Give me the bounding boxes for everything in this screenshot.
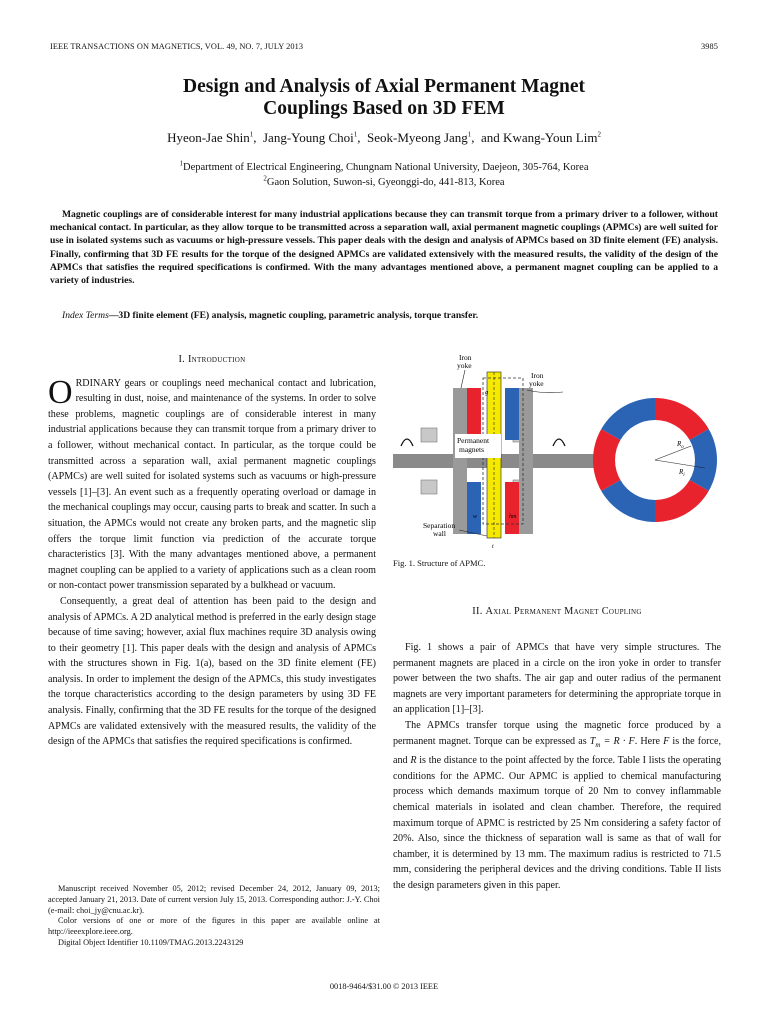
section-1-paragraph-2: Consequently, a great deal of attention has been paid to the design and analysis of APMCs. A 2D analytical method is preferred in the early design stage because of time saving; however, axial flux machines require 3D analysis owing to their geometry [1]. This paper deals with the design and analysis of APMCs with the structures shown in Fig. 1(a), based on the 3D finite element (FE) analysis. In order to implement the design of the APMCs, this study investigates the torque characteristics according to the design parameters by using 3D FE analysis. Finally, confirming that the 3D FE results for the torque of the designed APMCs are validated extensively with the measured results, the validity of the design of the APMCs that satisfies the required specifications is confirmed. (48, 595, 376, 748)
figure-1-caption: Fig. 1. Structure of APMC. (393, 558, 486, 568)
affiliation-1 (60, 160, 708, 175)
author-2-sup: 1 (353, 130, 358, 139)
label-separation-wall: Separation (423, 521, 456, 530)
right-column (393, 640, 721, 894)
label-g: g (485, 389, 489, 396)
affiliation-2-sup: 2 (263, 174, 267, 183)
title-line-2: Couplings Based on 3D FEM (263, 98, 505, 119)
section-1-paragraph-1 (48, 373, 376, 594)
section-2-title: Axial Permanent Magnet Coupling (485, 606, 642, 617)
abstract: Magnetic couplings are of considerable interest for many industrial applications because they can transmit torque from a primary driver to a follower, without mechanical contact. In particular, as they allow torque to be transmitted across a separation wall, axial permanent magnetic couplings (APMCs) are well suited for use in isolated systems such as vacuums or high-pressure vessels. This paper deals with the design and analysis of APMCs based on 3D finite element (FE) analysis. Finally, confirming that 3D FE results for the torque of the designed APMCs are validated extensively with the measured results, the validity of the design of the APMCs that satisfies the required specifications is confirmed. With the many advantages mentioned above, a permanent magnet coupling can be applied to a variety of industries. (50, 209, 718, 287)
footnote-2: Color versions of one or more of the figures in this paper are available online at http://ieeexplore.ieee.org. (48, 916, 380, 937)
label-separation-wall-2: wall (433, 529, 446, 538)
label-iron-yoke-right-2: yoke (529, 379, 544, 388)
bearing-bottom-left (421, 480, 437, 494)
footnotes (48, 884, 380, 949)
label-w: w (473, 514, 478, 520)
label-permanent-magnets-2: magnets (459, 445, 484, 454)
section-1-paragraph-1-text: RDINARY gears or couplings need mechanical contact and lubrication, resulting in dust, noise, and maintenance of the systems. In order to solve these problems, magnetic couplings are of considerable interest in many industrial applications because they can transmit torque from a primary driver to a follower, without mechanical contact. In particular, as the torque could be transmitted across a separation wall, axial permanent magnetic couplings (APMCs) are well suited for isolated systems such as vacuums or high-pressure vessels [1]–[3]. An event such as a frequently operating overload or damage in the mechanical couplings may occur, causing parts to break and scatter. In such a situation, the APMCs would not create any broken parts, and the magnetic slip offers the torque limit function via prediction of the accurate torque characteristics [3]. With the many advantages mentioned above, a permanent magnet coupling can be applied to a variety of applications such as a clean room or non-contact power transmission separated by a bulkhead or vacuum. (48, 377, 376, 592)
author-3-sup: 1 (467, 130, 472, 139)
iron-yoke-right (519, 388, 533, 534)
label-iron-yoke-top-2: yoke (457, 361, 472, 370)
affiliation-1-text: Department of Electrical Engineering, Chungnam National University, Daejeon, 305-764, Korea (183, 162, 589, 173)
affiliation-2 (60, 175, 708, 190)
author-1-sup: 1 (249, 130, 254, 139)
section-2-paragraph-2: The APMCs transfer torque using the magnetic force produced by a permanent magnet. Torque can be expressed as $T_m = R \cdot F$. Here F is the force, and R is the distance to the point affected by the force. Table I lists the operating conditions for the APMC. Our APMC is applied to chemical manufacturing process which demands maximum torque of 20 Nm to convey inflammable chemical materials in isolated and clean chamber. Therefore, the required maximum torque of APMC is restricted by 25 Nm considering a safety factor of 20%. Also, since the thickness of separation wall is same as that of wall for chamber, it is determined by 13 mm. The maximum radius is restricted to 71.5 mm, considering the peripheral devices and the driving conditions. Table II lists the design parameters given in this paper. (393, 719, 721, 891)
label-hm: hm (509, 514, 517, 520)
author-3: Seok-Myeong Jang (367, 130, 468, 145)
page-number: 3985 (701, 42, 718, 51)
rotation-arrow-left-icon (401, 439, 413, 446)
iron-yoke-left (453, 388, 467, 534)
affiliations (60, 160, 708, 190)
author-1: Hyeon-Jae Shin (167, 130, 250, 145)
rotation-arrow-right-icon (553, 439, 565, 446)
magnet-left-top (467, 388, 481, 440)
section-1-number: I. (178, 354, 186, 365)
magnet-left-bottom (467, 482, 481, 534)
index-terms (62, 310, 718, 321)
label-iron-yoke-top: Iron (459, 353, 472, 362)
author-4-sup: 2 (597, 130, 601, 139)
section-2-paragraph-1: Fig. 1 shows a pair of APMCs that have very simple structures. The permanent magnets are placed in a circle on the iron yoke in order to transfer power between the two shafts. The air gap and outer radius of the permanent magnets are very important parameters for determining the appropriate torque in an application [1]–[3]. (393, 642, 721, 716)
title-line-1: Design and Analysis of Axial Permanent Magnet (183, 76, 585, 97)
label-iron-yoke-right: Iron (531, 371, 544, 380)
label-ro: $R_o$ (677, 440, 684, 450)
index-terms-text: —3D finite element (FE) analysis, magnetic coupling, parametric analysis, torque transfer. (108, 310, 479, 321)
section-2-heading (393, 606, 721, 617)
affiliation-2-text: Gaon Solution, Suwon-si, Gyeonggi-do, 441-813, Korea (266, 177, 505, 188)
affiliation-1-sup: 1 (179, 159, 183, 168)
bearing-top-left (421, 428, 437, 442)
magnet-right-bottom (505, 482, 519, 534)
magnet-ring (593, 398, 717, 522)
author-4: and Kwang-Youn Lim (481, 130, 598, 145)
label-permanent-magnets: Permanent (457, 436, 490, 445)
shaft (393, 454, 613, 468)
author-list: Hyeon-Jae Shin$^1$, Jang-Young Choi$^1$, Seok-Myeong Jang$^1$, and Kwang-Youn Lim$^2$ (167, 130, 601, 145)
figure-1 (393, 350, 723, 570)
drop-cap: O (48, 373, 73, 411)
magnet-right-top (505, 388, 519, 440)
index-terms-label: Index Terms (62, 310, 109, 321)
footnote-1: Manuscript received November 05, 2012; revised December 24, 2012, January 09, 2013; accepted January 21, 2013. Date of current version July 15, 2013. Corresponding author: J.-Y. Choi (e-mail: choi_jy@cnu.ac.kr). (48, 884, 380, 915)
section-1-title: Introduction (187, 354, 246, 365)
copyright-footer: 0018-9464/$31.00 © 2013 IEEE (329, 982, 439, 991)
label-ri: $R_i$ (679, 468, 685, 478)
journal-header: IEEE TRANSACTIONS ON MAGNETICS, VOL. 49, NO. 7, JULY 2013 (50, 42, 304, 51)
section-1-heading (48, 352, 376, 368)
label-t: t (492, 544, 494, 550)
author-2: Jang-Young Choi (263, 130, 354, 145)
left-column (48, 352, 376, 750)
torque-equation: $T_m = R \cdot F$ (589, 735, 635, 749)
section-2-number: II. (472, 606, 483, 617)
paper-title (60, 76, 708, 120)
footnote-3: Digital Object Identifier 10.1109/TMAG.2013.2243129 (58, 937, 244, 947)
